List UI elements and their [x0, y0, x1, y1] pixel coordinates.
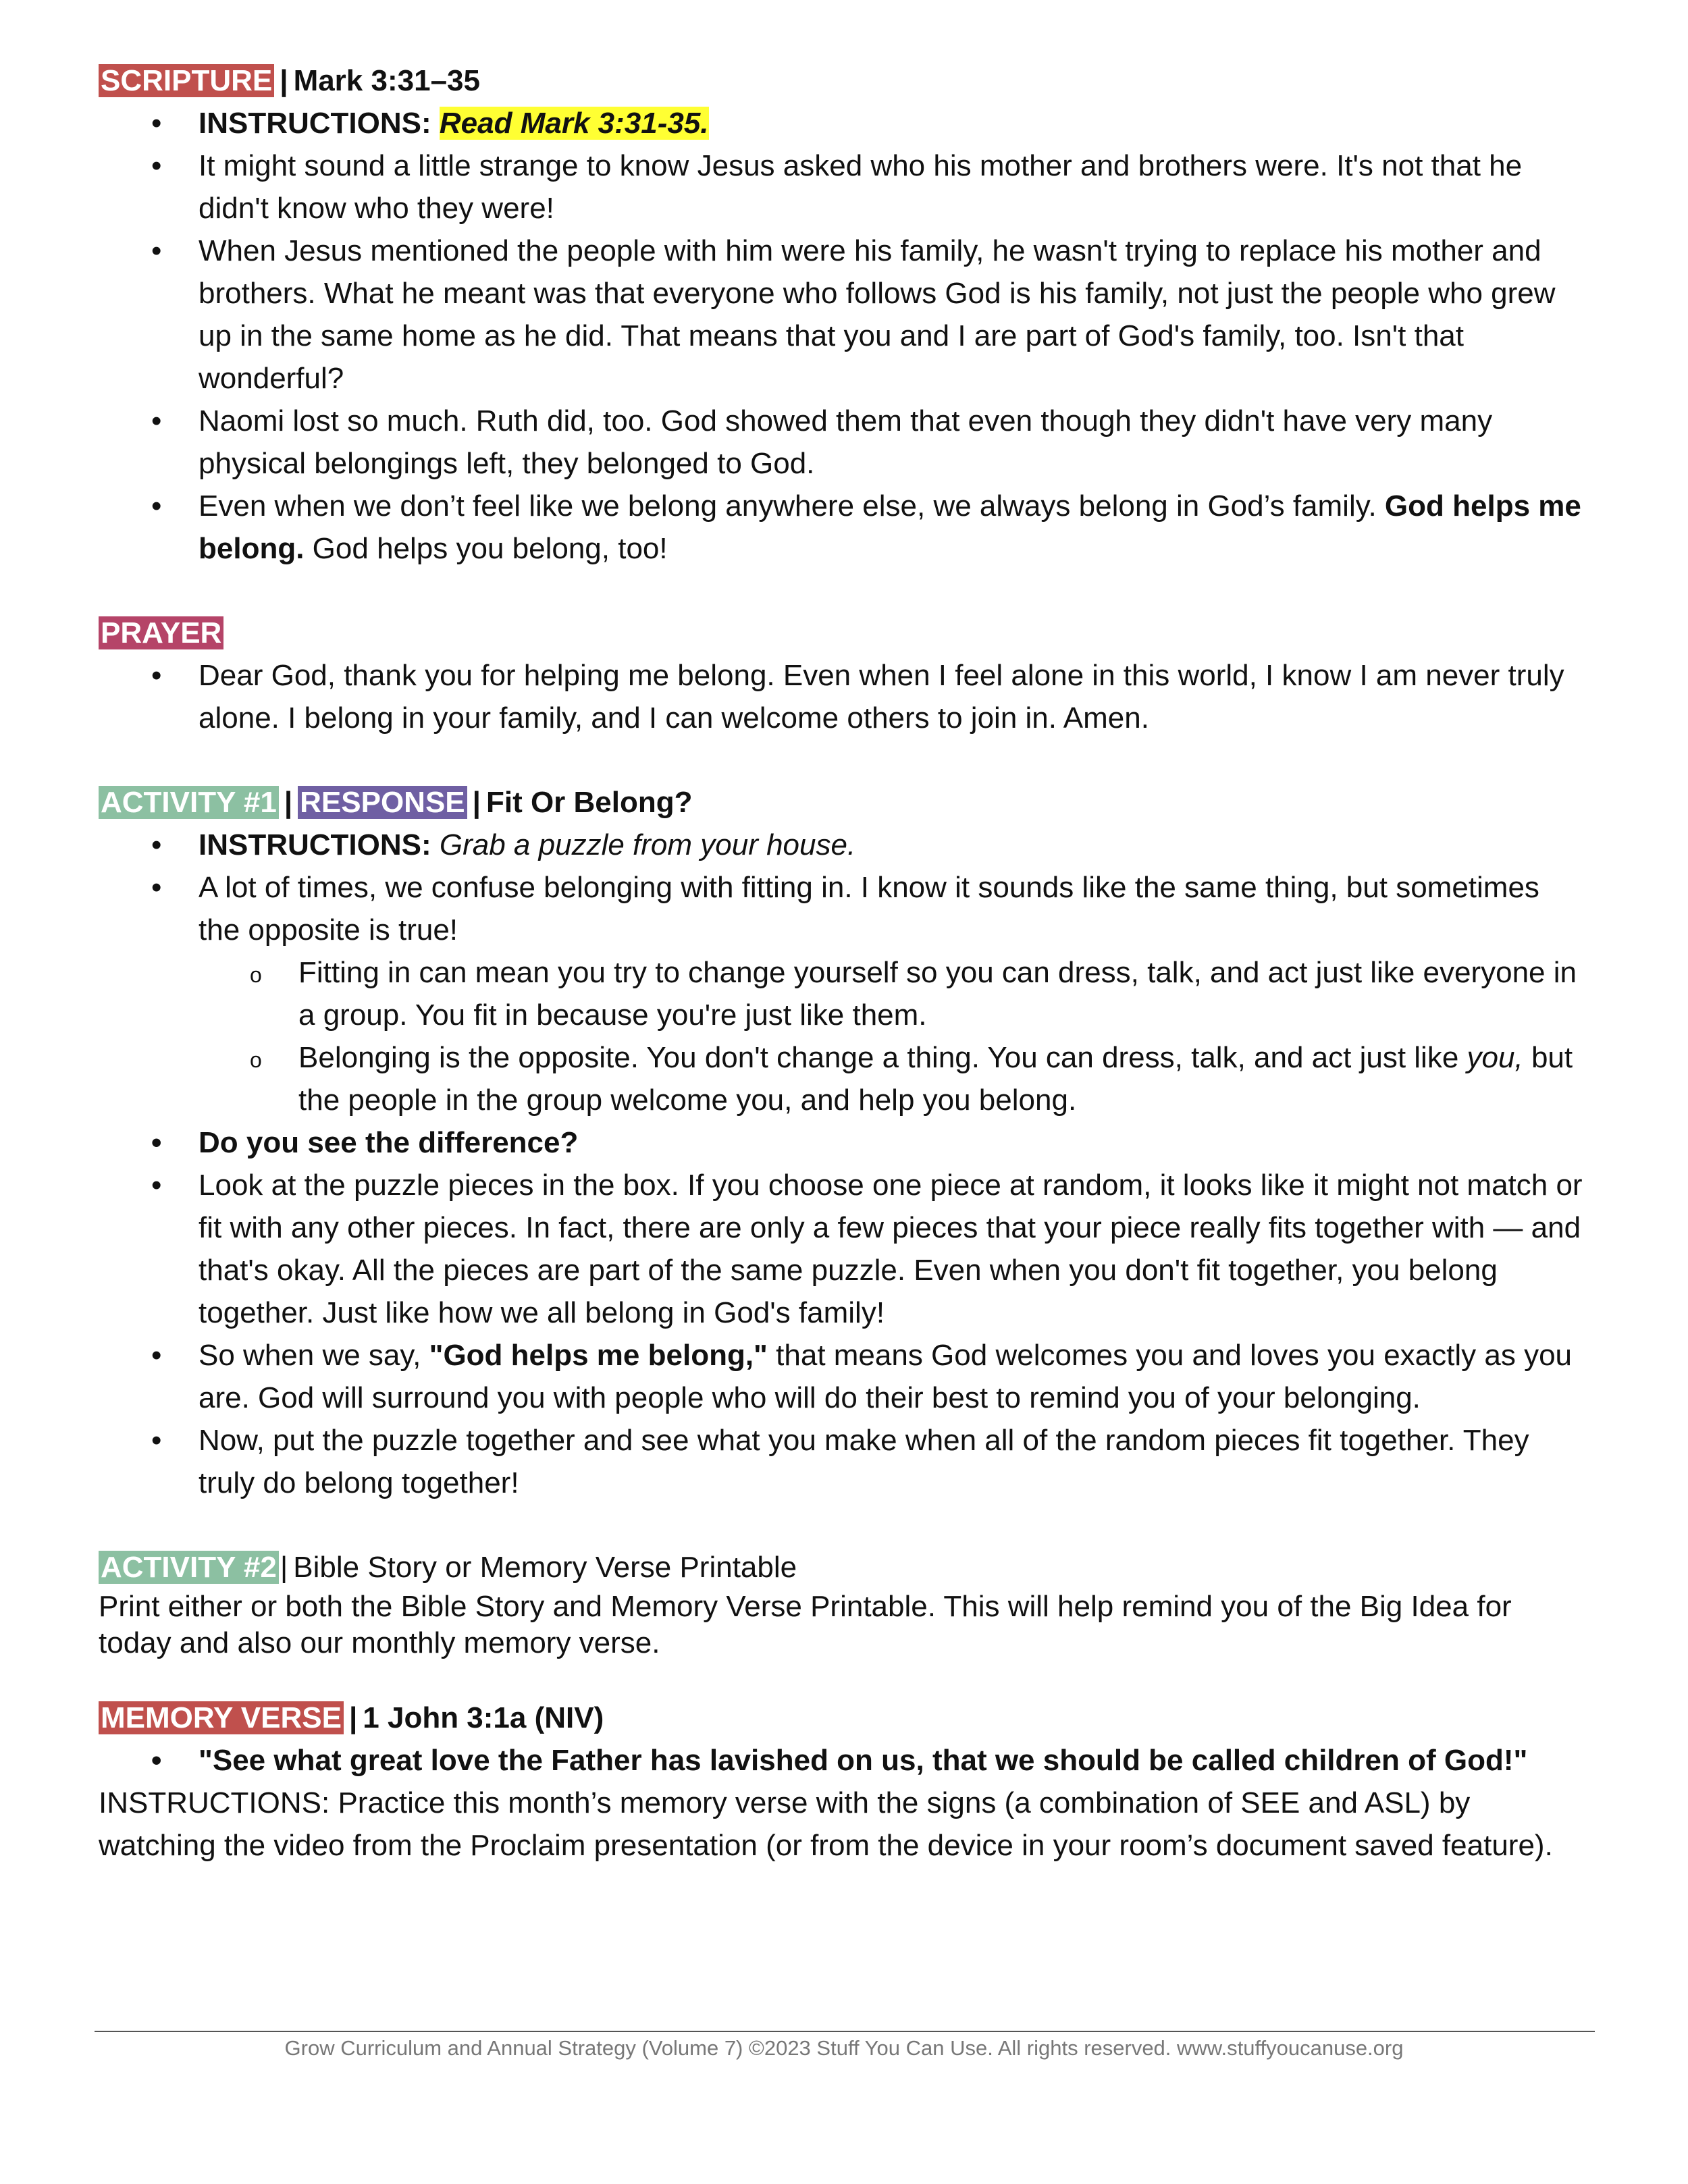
response-tag: RESPONSE	[298, 786, 467, 819]
activity2-title: Bible Story or Memory Verse Printable	[293, 1551, 797, 1584]
bullet-text: Even when we don’t feel like we belong anywhere else, we always belong in God’s family.	[199, 489, 1377, 523]
prayer-heading	[99, 612, 1584, 654]
bullet-text: but the people in the group welcome you, and help you belong.	[298, 1041, 1573, 1117]
instructions-label: INSTRUCTIONS:	[199, 828, 431, 861]
bullet-text: A lot of times, we confuse belonging with fitting in. I know it sounds like the same thing, but sometimes the opposite is true!	[199, 871, 1539, 947]
emphasis-text: you,	[1467, 1041, 1523, 1074]
activity1-title: Fit Or Belong?	[485, 786, 693, 819]
page-footer: Grow Curriculum and Annual Strategy (Volume 7) ©2023 Stuff You Can Use. All rights reserved. www.stuffyoucanuse.org	[284, 2036, 1404, 2060]
bullet-text: God helps you belong, too!	[312, 532, 668, 565]
big-idea-text: "God helps me belong,"	[429, 1339, 768, 1372]
prayer-tag: PRAYER	[99, 616, 223, 649]
list-item: • Naomi lost so much. Ruth did, too. God showed them that even though they didn't have very many physical belongings left, they belonged to God.	[99, 400, 1584, 485]
bullet-text: Belonging is the opposite. You don't change a thing. You can dress, talk, and act just like	[298, 1041, 1459, 1074]
list-item	[99, 866, 1584, 1121]
bullet-text: So when we say,	[199, 1339, 421, 1372]
list-item: • Look at the puzzle pieces in the box. If you choose one piece at random, it looks like it might not match or fit with any other pieces. In fact, there are only a few pieces that your piece really fits together with — and that's okay. All the pieces are part of the same puzzle. Even when you don't fit together, you belong together. Just like how we all belong in God's family!	[99, 1164, 1584, 1334]
scripture-list	[99, 102, 1584, 570]
activity2-text: Print either or both the Bible Story and Memory Verse Printable. This will help remind you of the Big Idea for today and also our monthly memory verse.	[99, 1590, 1512, 1659]
bullet-text: that means God welcomes you and loves you exactly as you are. God will surround you with people who will do their best to remind you of your belonging.	[199, 1339, 1573, 1414]
activity1-sublist	[199, 951, 1584, 1121]
sub-list-item	[199, 1036, 1584, 1121]
memory-verse-text: • "See what great love the Father has lavished on us, that we should be called children of God!"	[99, 1739, 1584, 1782]
heading-separator: |	[280, 1551, 288, 1584]
memory-verse-section	[99, 1697, 1584, 1867]
list-item: • Do you see the difference?	[99, 1121, 1584, 1164]
prayer-list	[99, 654, 1584, 739]
memory-verse-tag: MEMORY VERSE	[99, 1701, 344, 1734]
instructions-text: Grab a puzzle from your house.	[439, 828, 856, 861]
list-item	[99, 102, 1584, 144]
instructions-label: INSTRUCTIONS:	[199, 107, 431, 140]
memory-verse-heading	[99, 1697, 1584, 1739]
heading-separator: |	[472, 786, 481, 819]
list-item: • It might sound a little strange to know Jesus asked who his mother and brothers were. It's not that he didn't know who they were!	[99, 144, 1584, 230]
activity1-section	[99, 781, 1584, 1504]
memory-verse-title: 1 John 3:1a (NIV)	[363, 1701, 604, 1734]
scripture-heading	[99, 59, 1584, 102]
heading-separator: |	[280, 64, 288, 97]
activity2-tag: ACTIVITY #2	[99, 1551, 279, 1584]
sub-list-item: o Fitting in can mean you try to change yourself so you can dress, talk, and act just like everyone in a group. You fit in because you're just like them.	[199, 951, 1584, 1036]
list-item	[99, 824, 1584, 866]
document-page	[99, 59, 1584, 1867]
activity2-heading	[99, 1546, 1584, 1589]
list-item: • Now, put the puzzle together and see what you make when all of the random pieces fit together. They truly do belong together!	[99, 1419, 1584, 1504]
memory-verse-list	[99, 1739, 1584, 1782]
scripture-section	[99, 59, 1584, 570]
prayer-section	[99, 612, 1584, 739]
activity1-list	[99, 824, 1584, 1504]
heading-separator: |	[284, 786, 293, 819]
big-idea-text: God helps me belong.	[199, 489, 1581, 565]
list-item	[99, 1334, 1584, 1419]
activity2-section	[99, 1546, 1584, 1661]
list-item	[99, 485, 1584, 570]
heading-separator: |	[348, 1701, 358, 1734]
list-item: • When Jesus mentioned the people with him were his family, he wasn't trying to replace his mother and brothers. What he meant was that everyone who follows God is his family, not just the people who grew up in the same home as he did. That means that you and I are part of God's family, too. Isn't that wonderful?	[99, 230, 1584, 400]
scripture-title: Mark 3:31–35	[293, 64, 480, 97]
memory-verse-instructions: INSTRUCTIONS: Practice this month’s memory verse with the signs (a combination of SEE and ASL) by watching the video from the Proclaim presentation (or from the device in your room’s document saved feature).	[99, 1786, 1553, 1862]
scripture-tag: SCRIPTURE	[99, 64, 274, 97]
activity1-heading	[99, 781, 1584, 824]
instructions-text: Read Mark 3:31-35.	[439, 107, 709, 140]
activity1-tag: ACTIVITY #1	[99, 786, 279, 819]
list-item: • Dear God, thank you for helping me belong. Even when I feel alone in this world, I know I am never truly alone. I belong in your family, and I can welcome others to join in. Amen.	[99, 654, 1584, 739]
footer-divider	[95, 2031, 1595, 2032]
